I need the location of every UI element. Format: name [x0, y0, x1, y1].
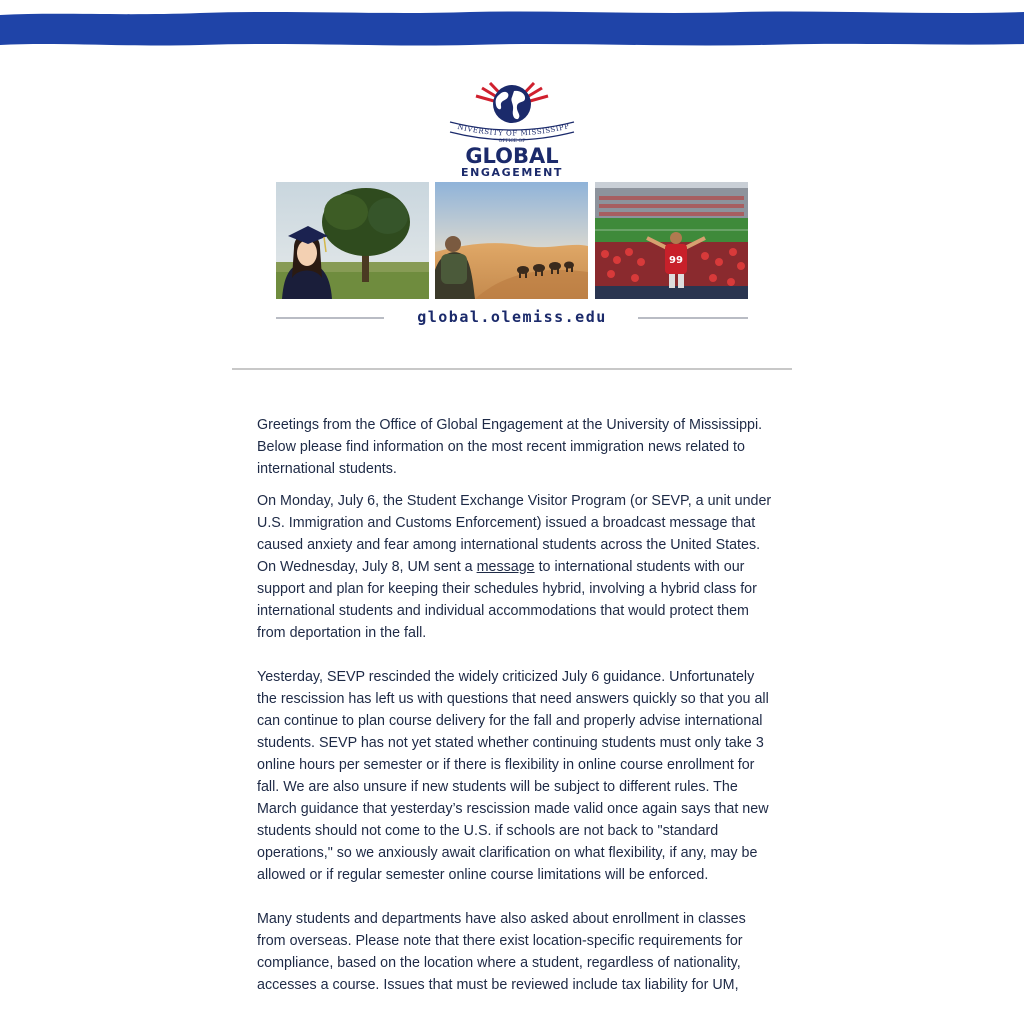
- top-banner: [0, 0, 1024, 50]
- paragraph-overseas-enrollment: Many students and departments have also asked about enrollment in classes from overseas. Please note that there exist location-specific requirements for compliance, based on the location where a student, regardless of nationality, accesses a course. Issues that must be reviewed include tax liability for UM,: [257, 911, 746, 993]
- email-body: [257, 414, 772, 1006]
- logo-title-engagement: ENGAGEMENT: [461, 166, 563, 179]
- message-link[interactable]: message: [476, 559, 535, 575]
- paragraph-july-6-text-start: On Monday, July 6, the Student Exchange Visitor Program (or SEVP, a unit under U.S. Immigration and Customs Enforcement) issued a broadcast message that caused anxiety and fear among international students across the United States. On Wednesday, July 8, UM sent a: [257, 493, 772, 575]
- jersey-number: 99: [669, 255, 683, 266]
- logo-arc-text: NIVERSITY OF MISSISSIPP: [456, 122, 571, 138]
- paragraph-july-6-text-end: to international students with our support and plan for keeping their schedules hybrid, involving a hybrid class for international students and individual accommodations that would protect them from deportation in the fall.: [257, 559, 757, 641]
- logo-title-global: GLOBAL: [465, 144, 559, 168]
- logo-office-text: OFFICE OF: [498, 139, 526, 144]
- header-divider: [232, 368, 792, 370]
- paragraph-rescission: Yesterday, SEVP rescinded the widely criticized July 6 guidance. Unfortunately the rescission has left us with questions that need answers quickly so that you all can continue to plan course delivery for the fall and properly advise international students. SEVP has not yet stated whether continuing students must only take 3 online hours per semester or if there is flexibility in online course enrollment for fall. We are also unsure if new students will be subject to different rules. The March guidance that yesterday’s rescission made valid once again says that new students should not come to the U.S. if schools are not back to "standard operations," so we anxiously await clarification on what flexibility, if any, may be allowed or if regular semester online course limitations will be enforced.: [257, 669, 769, 883]
- website-url-line: [276, 308, 748, 328]
- website-url[interactable]: global.olemiss.edu: [409, 308, 615, 326]
- graduate-photo: [276, 182, 429, 299]
- paragraph-july-6: [257, 490, 772, 644]
- paragraph-greeting: Greetings from the Office of Global Engagement at the University of Mississippi. Below please find information on the most recent immigration news related to international students.: [257, 417, 763, 477]
- email-header: [276, 82, 748, 332]
- photo-strip: [276, 182, 748, 300]
- desert-camels-photo: [435, 182, 588, 299]
- global-engagement-logo: [446, 82, 578, 180]
- stadium-fan-photo: [595, 182, 748, 299]
- globe-icon: [493, 85, 531, 123]
